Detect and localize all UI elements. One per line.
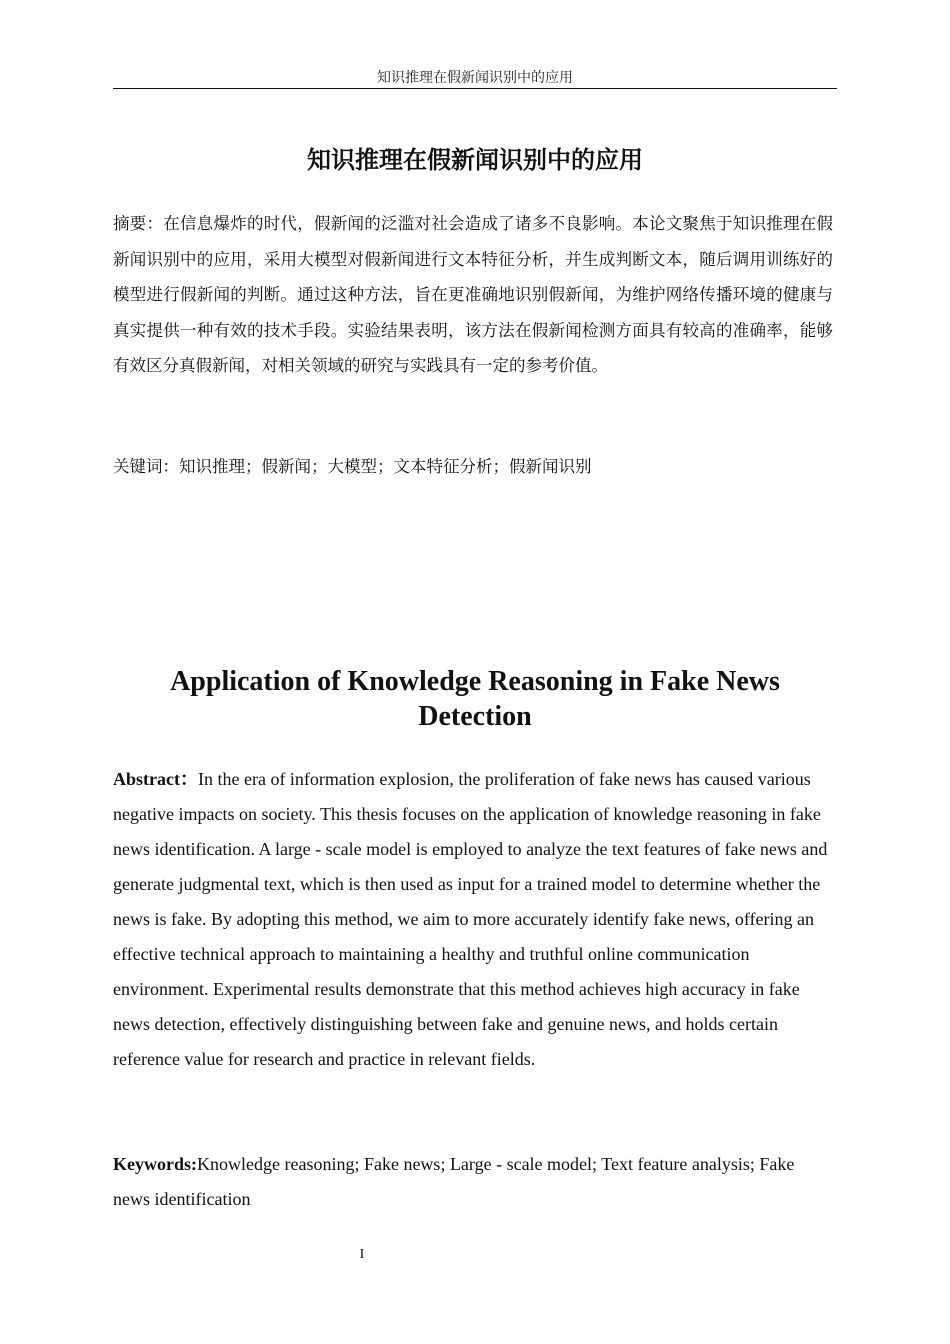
english-keywords-text: Knowledge reasoning; Fake news; Large - scale model; Text feature analysis; Fake news identification bbox=[113, 1154, 795, 1209]
chinese-keywords bbox=[113, 449, 833, 484]
chinese-keywords-text: 知识推理；假新闻；大模型；文本特征分析；假新闻识别 bbox=[179, 457, 592, 476]
english-abstract-text: In the era of information explosion, the proliferation of fake news has caused various negative impacts on society. This thesis focuses on the application of knowledge reasoning in fake news identification. A large - scale model is employed to analyze the text features of fake news and generate judgmental text, which is then used as input for a trained model to determine whether the news is fake. By adopting this method, we aim to more accurately identify fake news, offering an effective technical approach to maintaining a healthy and truthful online communication environment. Experimental results demonstrate that this method achieves high accuracy in fake news detection, effectively distinguishing between fake and genuine news, and holds certain reference value for research and practice in relevant fields. bbox=[113, 769, 828, 1069]
english-abstract-label: Abstract： bbox=[113, 769, 198, 789]
chinese-abstract bbox=[113, 206, 833, 384]
header-rule bbox=[113, 88, 837, 89]
running-header: 知识推理在假新闻识别中的应用 bbox=[377, 70, 573, 86]
chinese-keywords-label: 关键词： bbox=[113, 457, 179, 476]
english-title: Application of Knowledge Reasoning in Fake News Detection bbox=[170, 666, 780, 732]
english-abstract bbox=[113, 762, 835, 1077]
chinese-abstract-text: 在信息爆炸的时代，假新闻的泛滥对社会造成了诸多不良影响。本论文聚焦于知识推理在假新闻识别中的应用，采用大模型对假新闻进行文本特征分析，并生成判断文本，随后调用训练好的模型进行假新闻的判断。通过这种方法，旨在更准确地识别假新闻，为维护网络传播环境的健康与真实提供一种有效的技术手段。实验结果表明，该方法在假新闻检测方面具有较高的准确率，能够有效区分真假新闻，对相关领域的研究与实践具有一定的参考价值。 bbox=[113, 214, 833, 375]
page-number: I bbox=[359, 1247, 365, 1262]
chinese-title: 知识推理在假新闻识别中的应用 bbox=[307, 146, 643, 174]
english-keywords-label: Keywords: bbox=[113, 1154, 197, 1174]
chinese-abstract-label: 摘要： bbox=[113, 214, 164, 233]
english-keywords bbox=[113, 1147, 835, 1217]
